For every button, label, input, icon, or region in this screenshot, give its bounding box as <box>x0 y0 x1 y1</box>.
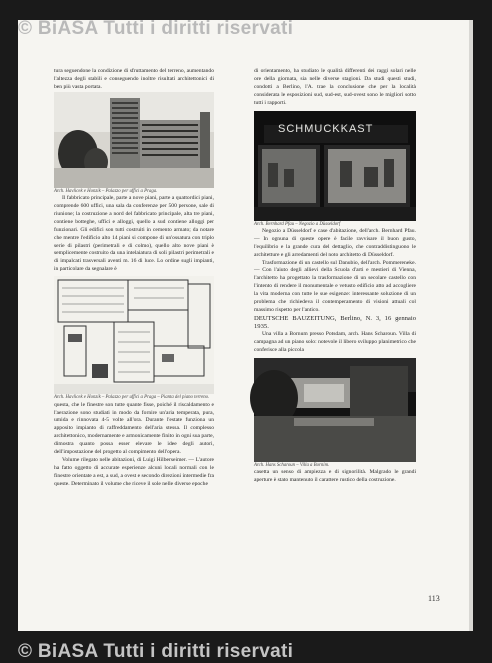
shop-sign: SCHMUCKKAST <box>278 122 374 135</box>
left-paragraph-1: tura seguendone la condizione di sfruttamento del terreno, aumentando l'altezza degli stabili e conseguendo inoltre risultati architettonici di ben più vasta portata. <box>54 68 214 90</box>
section-heading: DEUTSCHE BAUZEITUNG, Berlino, N. 3, 16 gennaio 1935. <box>254 314 416 331</box>
page-edge-shadow <box>469 20 473 631</box>
figure-4-caption: Arch. Hans Scharoun – Villa a Bornim. <box>254 463 330 469</box>
right-column <box>254 68 416 485</box>
scanned-page <box>18 18 473 662</box>
right-paragraph-2: Negozio a Düsseldorf e case d'abitazione, dell'arch. Bernhard Pfau. — In ognuna di queste opere è facile ravvisare il buon gusto, l'equilibrio e la grande cura del dettaglio, che contraddistinguono le architetture e gli arredamenti del noto architetto di Düsseldorf. <box>254 227 416 258</box>
office-building-photo <box>54 92 214 188</box>
ground-floor-plan <box>54 276 214 394</box>
left-paragraph-2: Il fabbricato principale, parte a nove piani, parte a quattordici piani, comprende 600 uffici, una sala da conferenze per 500 persone, sale di riunione; la costruzione a nord del fabbricato principale, alta tre piani, contiene botteghe, uffici e alloggi, quello a sud contiene alloggi per funzionari. Gli edifici son tutti costruiti in cemento armato; da notare che mentre l'edificio alto 14 piani si compone di un'ossatura con triplo serie di pilastri (perimetrali e di colmo), quello alto nove piani è semplicemente costruito da una intelaiatura di soli pilastri perimetrali e di impalcati trasversali aventi m. 16 di luce. Lo ordine sugli impianti, in particolare da segnalare è <box>54 195 214 273</box>
figure-2-caption: Arch. Havlicek e Honzik – Palazzo per uffici a Praga – Pianta del piano terreno. <box>54 395 210 401</box>
left-paragraph-3: questa, che le finestre son tutte quante fisse, poiché il riscaldamento e l'aerazione sono studiati in modo da fornire un'aria temperata, pura, umida e rinnovata 4-5 volte all'ora. Durante l'estate funziona un apposito impianto di raffreddamento dell'aria stessa. Il complesso architettonico, modernamente e armonicamente finito in ogni sua parte, dimostra quanto possa esser elevare le idee degli autori, dell'impostazione del progetto al compimento dell'opera. <box>54 401 214 456</box>
right-paragraph-3: Trasformazione di un castello sul Danubio, dell'arch. Pommereneke. — Con l'aiuto degli allievi della Scuola d'arti e mestieri di Vienna, l'architetto ha progettato la trasformazione di un secolare castello con l'intento di rendere il monumentale e vetusto edificio atto ad accogliere la vita moderna con tutte le sue esigenze: interessante soluzione di un problema che richiedeva il contemperamento di visioni attuali col massimo rispetto per l'antico. <box>254 259 416 313</box>
watermark-top: © BiASA Tutti i diritti riservati <box>18 18 294 39</box>
watermark-bottom: © BiASA Tutti i diritti riservati <box>18 641 294 662</box>
page-number: 113 <box>428 594 440 603</box>
figure-1-caption: Arch. Havlicek e Honzik – Palazzo per uffici a Praga. <box>54 188 158 194</box>
right-paragraph-5: casetta un senso di ampiezza e di signorilità. Malgrado le grandi aperture è stato mantenuto il carattere rustico della costruzione. <box>254 469 416 484</box>
right-paragraph-4: Una villa a Bornum presso Potsdam, arch. Hans Scharoun. Villa di campagna ad un piano solo: notevole il libero sviluppo planimetrico che conferisce alla piccola <box>254 331 416 354</box>
left-column <box>54 68 214 489</box>
figure-3-caption: Arch. Bernhard Pfau – Negozio a Düsseldorf <box>254 221 341 227</box>
left-paragraph-4: Volume rilegato nelle abitazioni, di Luigi Hilberseimer. — L'autore ha fatto oggetto di accurate esperienze alcuni locali normali con le finestre orientate a est, a sud, a ovest e secondo direzioni intermedie fra queste. Determinato il volume che riceve il sole nelle diverse epoche <box>54 456 214 487</box>
villa-photo <box>254 358 416 462</box>
right-paragraph-1: di orientamento, ha studiato le qualità differenti dei raggi solari nelle ore della giornata, sia nelle diverse stagioni. Da studi questi studi, condotti a Berlino, l'A. trae la conclusione che per la località considerata le esposizioni sud, sud-est, sud-ovest sono le migliori sotto tutti i rapporti. <box>254 68 416 106</box>
shop-photo-frame <box>254 111 416 221</box>
